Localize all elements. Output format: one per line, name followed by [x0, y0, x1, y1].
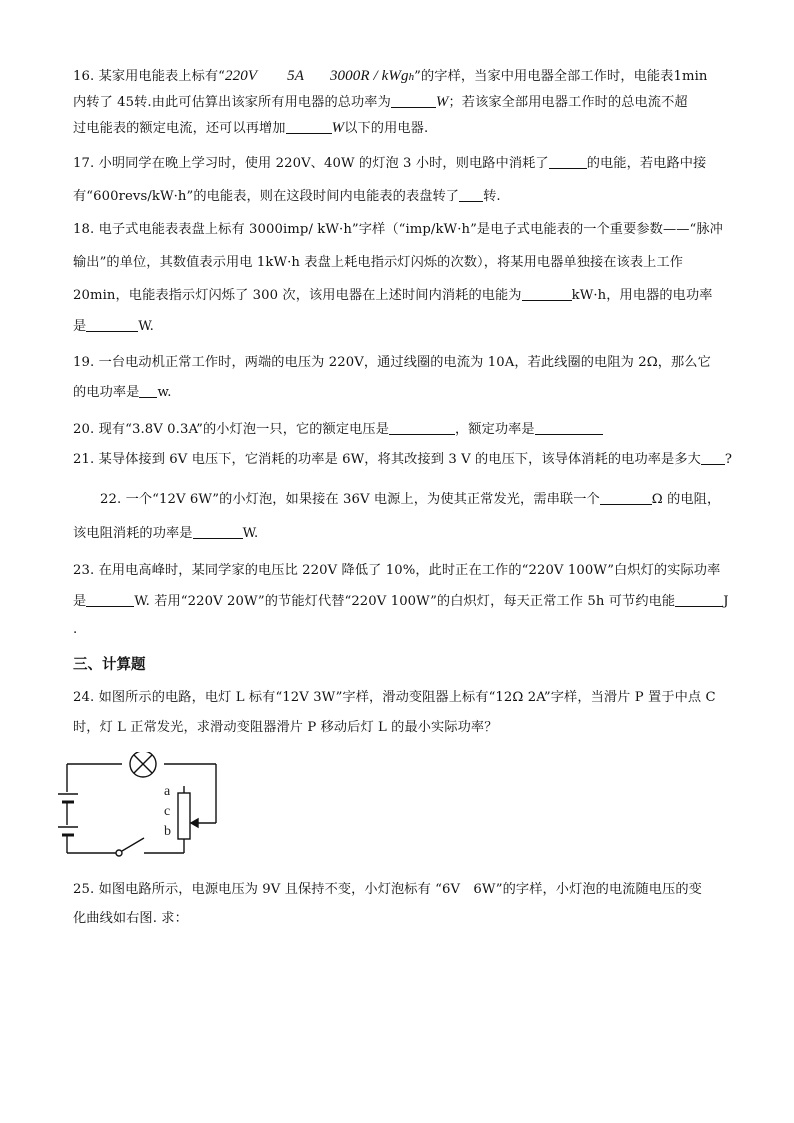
q18-text: 输出”的单位，其数值表示用电 1kW·h 表盘上耗电指示灯闪烁的次数），将某用电器单独接在该表上工作 — [73, 255, 684, 270]
q16-current-unit: A — [294, 68, 304, 84]
q18-text: 20min，电能表指示灯闪烁了 300 次，该用电器在上述时间内消耗的电能为 — [73, 288, 522, 303]
q18-blank-2[interactable] — [86, 318, 138, 332]
q16-revs-value: 3000 — [329, 68, 361, 84]
q19-text: 的电功率是 — [73, 385, 140, 400]
q22-text: 22. 一个“12V 6W”的小灯泡，如果接在 36V 电源上，为使其正常发光，需串联一个 — [100, 492, 600, 507]
q17-blank-1[interactable] — [549, 155, 587, 169]
rheostat-icon — [178, 793, 190, 839]
q19-blank[interactable] — [139, 384, 157, 398]
q24-text: 24. 如图所示的电路，电灯 L 标有“12V 3W”字样，滑动变阻器上标有“12Ω 2A”字样，当滑片 P 置于中点 C — [73, 690, 716, 705]
q16-blank-1[interactable] — [391, 94, 436, 108]
q24-text: 时，灯 L 正常发光，求滑动变阻器滑片 P 移动后灯 L 的最小实际功率？ — [73, 720, 498, 735]
q21-line — [73, 451, 732, 469]
q22-text: Ω 的电阻， — [651, 492, 721, 507]
q25-line-1 — [73, 881, 702, 899]
lamp-icon — [130, 752, 156, 777]
q22-line-2 — [73, 525, 258, 543]
q18-line-2 — [73, 254, 683, 272]
q18-text: kW·h，用电器的电功率 — [571, 288, 713, 303]
q23-line-2 — [73, 593, 729, 611]
q16-unit-w: W — [435, 94, 449, 110]
q16-text: 16. 某家用电能表上标有“ — [73, 69, 225, 84]
q16-voltage-unit: V — [247, 68, 258, 84]
rheostat-label-c: c — [164, 804, 171, 819]
q23-text: J — [723, 594, 729, 609]
q22-text: W. — [242, 526, 259, 541]
q20-line — [73, 421, 603, 439]
q20-blank-1[interactable] — [389, 421, 455, 435]
q18-text: W. — [138, 319, 154, 334]
q16-line-2 — [73, 93, 688, 112]
q19-text: w. — [157, 385, 172, 400]
q25-line-2 — [73, 910, 188, 928]
q18-text: 18. 电子式电能表表盘上标有 3000imp/ kW·h”字样（“imp/kW·h”是电子式电能表的一个重要参数——“脉冲 — [73, 222, 723, 237]
q21-text: ? — [724, 452, 733, 467]
q16-revs-unit: R — [360, 68, 370, 84]
q16-line-3 — [73, 119, 428, 138]
q19-line-1 — [73, 354, 711, 372]
q23-blank-2[interactable] — [675, 593, 723, 607]
q20-text: ，额定功率是 — [455, 422, 535, 437]
q17-text: 的电能，若电路中接 — [586, 156, 707, 171]
q22-text: 该电阻消耗的功率是 — [73, 526, 193, 541]
q23-text: . — [73, 622, 78, 637]
rheostat-label-b: b — [164, 824, 171, 839]
q16-text: ；若该家全部用电器工作时的总电流不超 — [448, 95, 688, 110]
q25-text: 化曲线如右图. 求： — [73, 911, 188, 926]
slider-arrow-icon — [191, 819, 198, 827]
q18-line-1 — [73, 221, 723, 239]
q16-unit-w: W — [331, 120, 345, 136]
q19-line-2 — [73, 384, 172, 402]
rheostat-label-a: a — [164, 784, 171, 799]
q23-line-1 — [73, 562, 720, 580]
q22-line-1 — [100, 491, 720, 509]
q17-text: 有“600revs/kW·h”的电能表，则在这段时间内电能表的表盘转了 — [73, 189, 460, 204]
q20-blank-2[interactable] — [535, 421, 603, 435]
q16-line-1 — [73, 67, 707, 86]
q18-text: 是 — [73, 319, 87, 334]
switch-icon — [116, 838, 144, 856]
q22-blank-2[interactable] — [193, 525, 243, 539]
q24-line-1 — [73, 689, 716, 707]
q23-text: W. 若用“220V 20W”的节能灯代替“220V 100W”的白炽灯，每天正常工作 5h 可节约电能 — [134, 594, 676, 609]
q23-line-3 — [73, 621, 77, 639]
q16-text: 内转了 45转.由此可估算出该家所有用电器的总功率为 — [73, 95, 391, 110]
q19-text: 19. 一台电动机正常工作时，两端的电压为 220V，通过线圈的电流为 10A，若此线圈的电阻为 2Ω，那么它 — [73, 355, 711, 370]
q21-text: 21. 某导体接到 6V 电压下，它消耗的功率是 6W，将其改接到 3 V 的电压下，该导体消耗的电功率是多大 — [73, 452, 701, 467]
q25-text: 25. 如图电路所示，电源电压为 9V 且保持不变，小灯泡标有 “6V 6W”的字样，小灯泡的电流随电压的变 — [73, 882, 702, 897]
q17-text: 17. 小明同学在晚上学习时，使用 220V、40W 的灯泡 3 小时，则电路中消耗了 — [73, 156, 549, 171]
q23-blank-1[interactable] — [86, 593, 134, 607]
q18-line-3 — [73, 287, 713, 305]
q22-blank-1[interactable] — [600, 491, 652, 505]
q16-g: g — [400, 68, 409, 84]
q20-text: 20. 现有“3.8V 0.3A”的小灯泡一只，它的额定电压是 — [73, 422, 389, 437]
q21-blank[interactable] — [701, 451, 725, 465]
q17-text: 转. — [483, 189, 501, 204]
q23-text: 是 — [73, 594, 87, 609]
q16-blank-2[interactable] — [286, 120, 332, 134]
section-title: 三、计算题 — [73, 657, 146, 673]
q16-kw: kW — [381, 68, 401, 84]
q16-voltage-value: 220 — [225, 68, 248, 84]
q16-text: 以下的用电器. — [344, 121, 429, 136]
q17-blank-2[interactable] — [459, 188, 483, 202]
q17-line-2 — [73, 188, 501, 206]
q24-line-2 — [73, 719, 498, 737]
q16-text: 过电能表的额定电流，还可以再增加 — [73, 121, 286, 136]
q16-current-value: 5 — [287, 68, 295, 84]
q17-line-1 — [73, 155, 706, 173]
q18-line-4 — [73, 318, 154, 336]
q16-h: h — [408, 71, 415, 83]
q18-blank-1[interactable] — [522, 287, 572, 301]
q16-slash: / — [369, 68, 382, 84]
q16-text-end: ”的字样，当家中用电器全部工作时，电能表1min — [414, 69, 708, 84]
q23-text: 23. 在用电高峰时，某同学家的电压比 220V 降低了 10%，此时正在工作的“220V 100W”白炽灯的实际功率 — [73, 563, 721, 578]
circuit-diagram — [58, 752, 228, 864]
battery-icon — [58, 794, 78, 835]
